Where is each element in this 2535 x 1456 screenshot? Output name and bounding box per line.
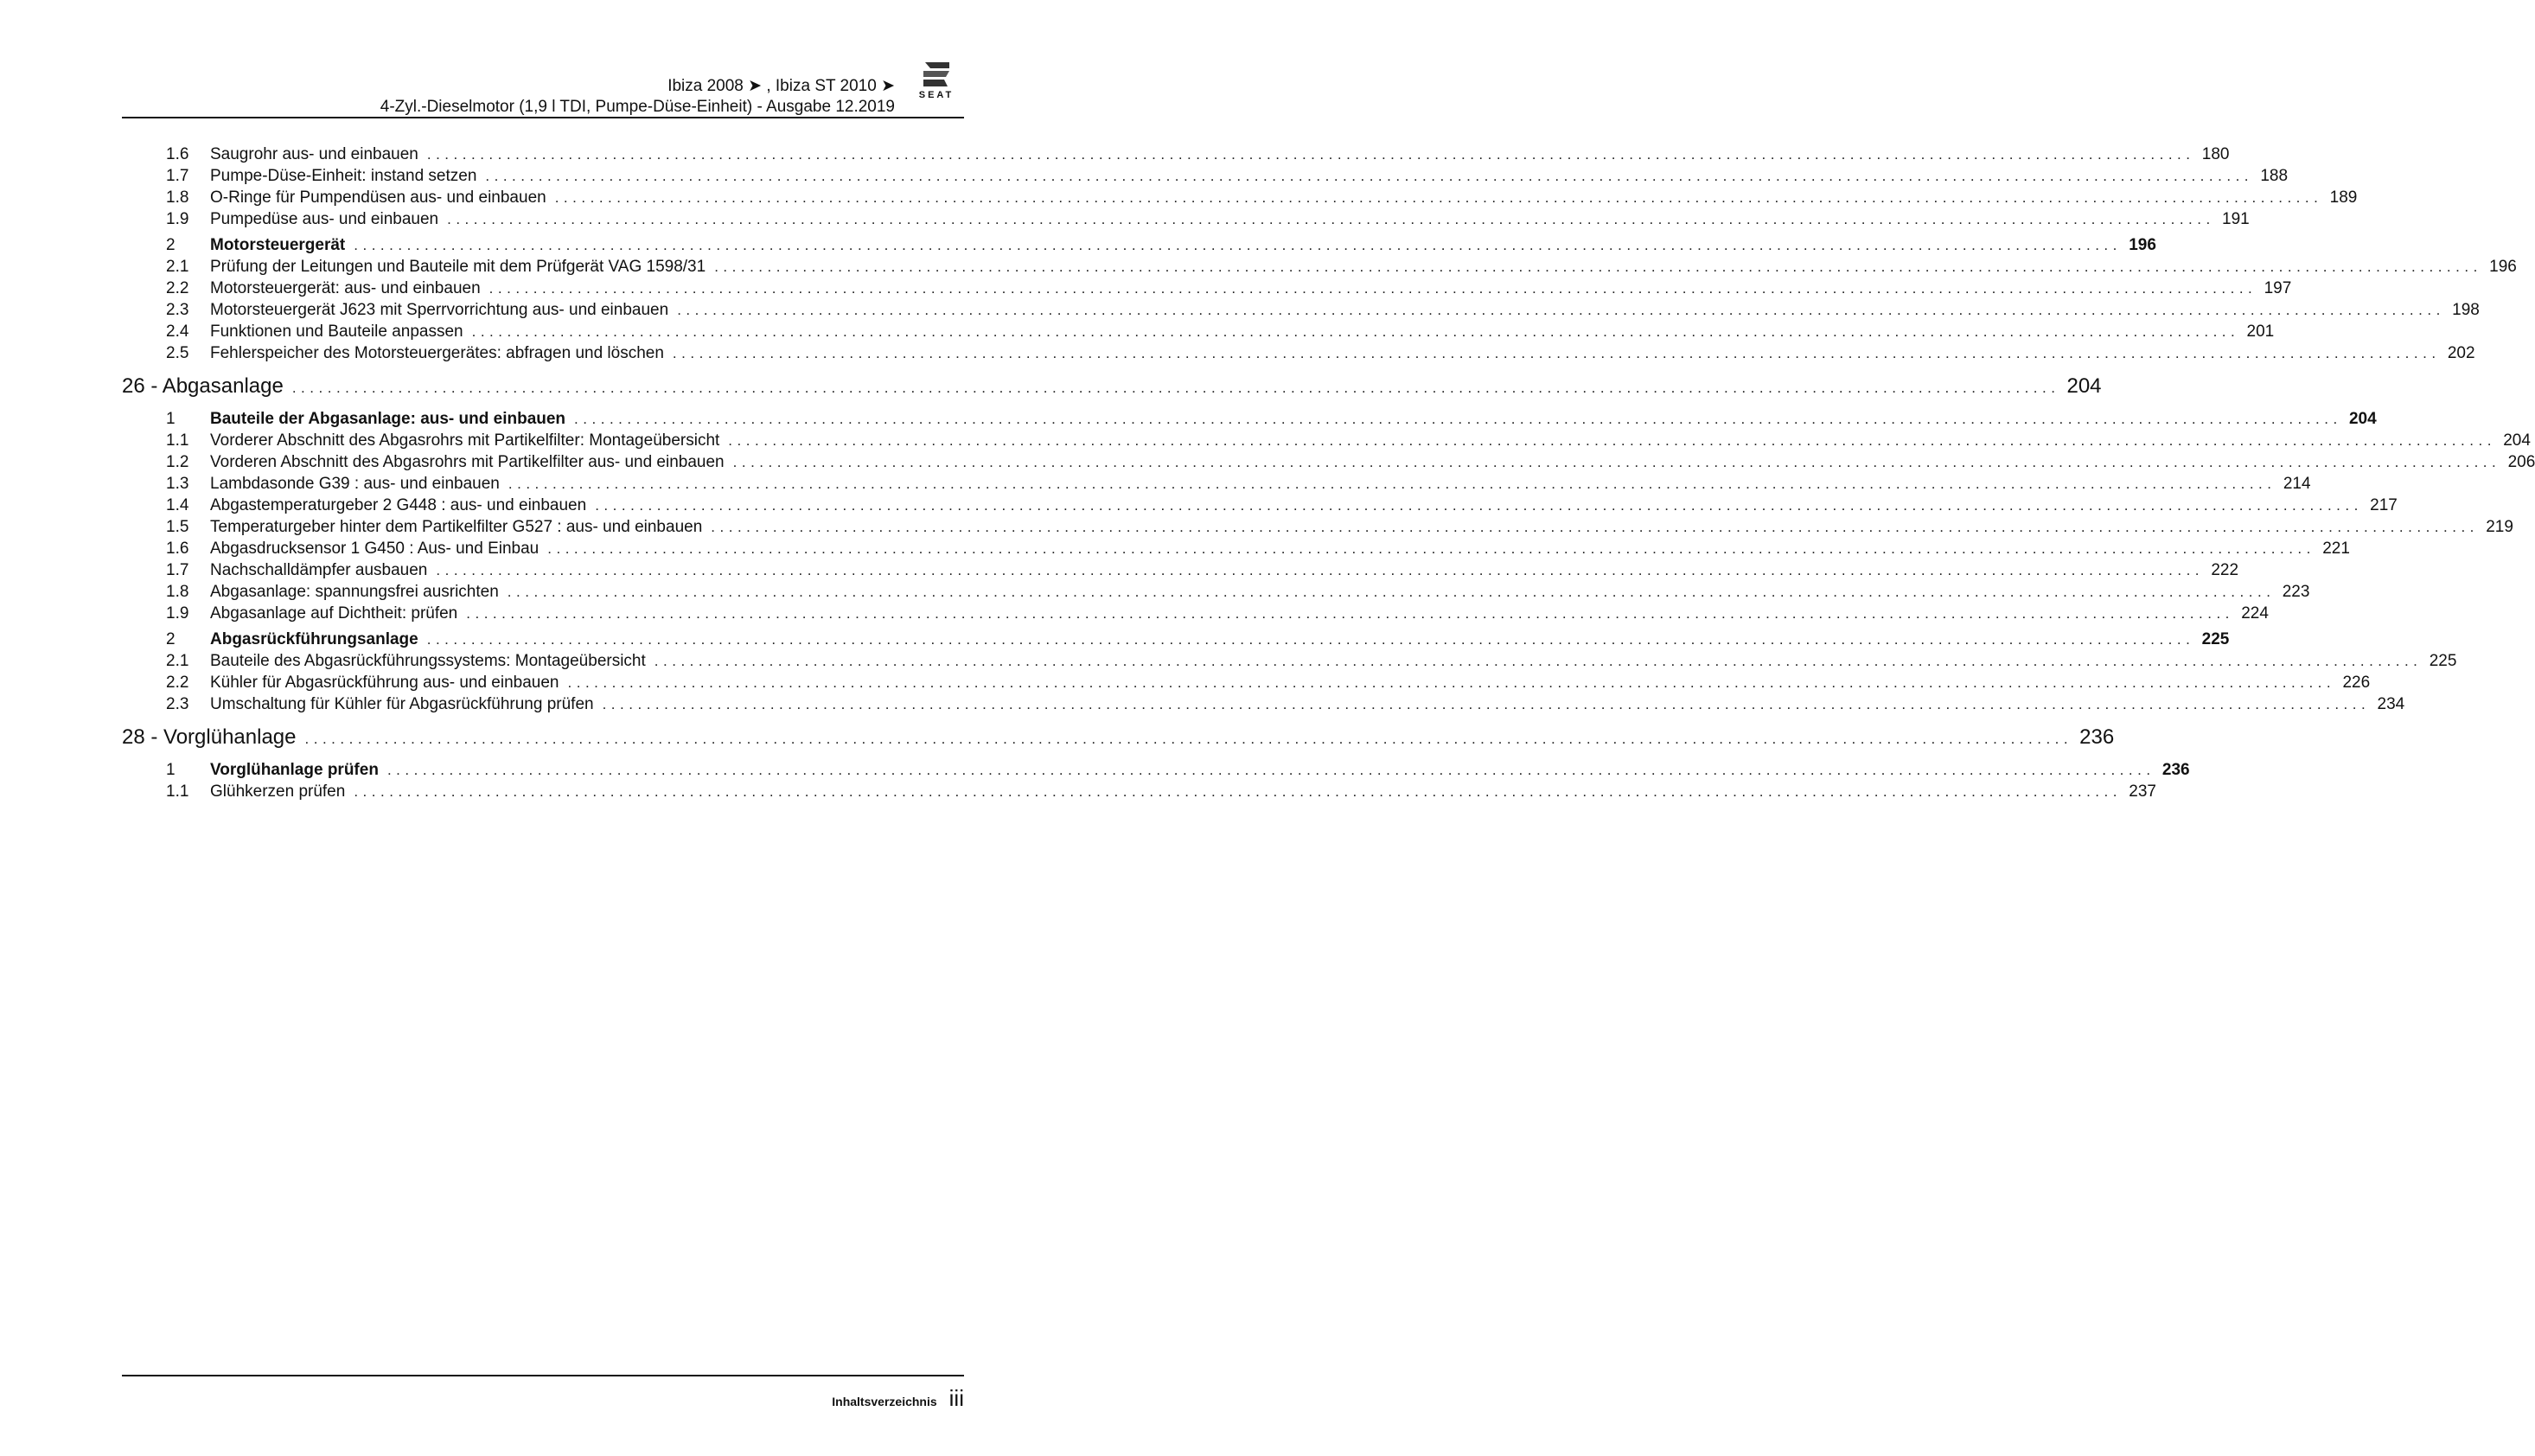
toc-page-number: 189 bbox=[2329, 188, 2358, 207]
toc-leader-dots: ........................................................................................................................................................................................................ bbox=[485, 168, 2254, 184]
seat-logo-icon bbox=[920, 61, 953, 88]
toc-page-number: 201 bbox=[2246, 322, 2275, 341]
toc-entry[interactable] bbox=[122, 518, 2513, 540]
toc-page-number: 206 bbox=[2507, 453, 2535, 471]
header-model-line: Ibiza 2008 ➤ , Ibiza ST 2010 ➤ bbox=[667, 77, 895, 95]
toc-page-number: 222 bbox=[2211, 561, 2239, 579]
toc-entry[interactable] bbox=[122, 188, 2358, 210]
toc-page-number: 226 bbox=[2342, 674, 2371, 692]
toc-entry-title: Motorsteuergerät bbox=[210, 236, 346, 254]
page-footer bbox=[832, 1385, 964, 1412]
toc-entry-number: 1.9 bbox=[166, 604, 189, 623]
toc-leader-dots: ........................................................................................................................................................................................................ bbox=[291, 380, 2060, 396]
seat-logo bbox=[908, 61, 965, 104]
toc-entry-number: 2 bbox=[166, 236, 176, 254]
toc-entry[interactable] bbox=[122, 431, 2531, 453]
toc-entry-number: 2 bbox=[166, 630, 176, 648]
toc-entry-title: Fehlerspeicher des Motorsteuergerätes: abfragen und löschen bbox=[210, 344, 664, 362]
logo-text: SEAT bbox=[918, 90, 955, 100]
footer-label: Inhaltsverzeichnis bbox=[832, 1395, 937, 1408]
toc-page-number: 196 bbox=[2489, 258, 2517, 276]
toc-entry[interactable] bbox=[122, 301, 2480, 322]
toc-entry[interactable] bbox=[122, 761, 2190, 782]
toc-entry[interactable] bbox=[122, 674, 2371, 695]
toc-entry[interactable] bbox=[122, 258, 2517, 279]
toc-entry-number: 1.6 bbox=[166, 145, 189, 163]
header-rule bbox=[122, 117, 964, 118]
toc-leader-dots: ........................................................................................................................................................................................................ bbox=[711, 519, 2479, 535]
toc-entry-title: Abgastemperaturgeber 2 G448 : aus- und einbauen bbox=[210, 496, 587, 514]
header-engine-line: 4-Zyl.-Dieselmotor (1,9 l TDI, Pumpe-Düse-Einheit) - Ausgabe 12.2019 bbox=[380, 98, 895, 116]
toc-entry[interactable] bbox=[122, 475, 2311, 496]
toc-chapter-title: 28 - Vorglühanlage bbox=[122, 725, 297, 749]
toc-entry-title: Bauteile der Abgasanlage: aus- und einbauen bbox=[210, 410, 566, 428]
toc-leader-dots: ........................................................................................................................................................................................................ bbox=[386, 762, 2155, 778]
toc-entry-number: 1.4 bbox=[166, 496, 189, 514]
toc-entry-title: Motorsteuergerät J623 mit Sperrvorrichtung aus- und einbauen bbox=[210, 301, 669, 319]
toc-leader-dots: ........................................................................................................................................................................................................ bbox=[466, 605, 2234, 622]
toc-page-number: 197 bbox=[2264, 279, 2292, 297]
toc-leader-dots: ........................................................................................................................................................................................................ bbox=[567, 674, 2336, 691]
header-text bbox=[380, 76, 895, 118]
toc-entry-title: Kühler für Abgasrückführung aus- und einbauen bbox=[210, 674, 559, 692]
toc-entry-number: 2.3 bbox=[166, 301, 189, 319]
toc-leader-dots: ........................................................................................................................................................................................................ bbox=[436, 562, 2205, 578]
toc-entry-number: 2.5 bbox=[166, 344, 189, 362]
toc-entry-number: 1.2 bbox=[166, 453, 189, 471]
toc-entry[interactable] bbox=[122, 652, 2457, 674]
toc-entry-title: Bauteile des Abgasrückführungssystems: Montageübersicht bbox=[210, 652, 646, 670]
toc-entry[interactable] bbox=[122, 604, 2269, 626]
footer-page-number: iii bbox=[948, 1385, 964, 1411]
toc-entry-title: Pumpe-Düse-Einheit: instand setzen bbox=[210, 167, 477, 185]
toc-entry-number: 2.1 bbox=[166, 258, 189, 276]
page-header bbox=[0, 0, 1030, 121]
toc-leader-dots: ........................................................................................................................................................................................................ bbox=[354, 783, 2122, 800]
toc-entry-title: Abgasdrucksensor 1 G450 : Aus- und Einbau bbox=[210, 540, 540, 558]
toc-page-number: 188 bbox=[2260, 167, 2289, 185]
toc-chapter-title: 26 - Abgasanlage bbox=[122, 374, 284, 398]
toc-entry[interactable] bbox=[122, 145, 2230, 167]
toc-entry[interactable] bbox=[122, 540, 2350, 561]
toc-entry-number: 1.1 bbox=[166, 782, 189, 801]
toc-leader-dots: ........................................................................................................................................................................................................ bbox=[732, 454, 2501, 470]
toc-entry-title: Vorglühanlage prüfen bbox=[210, 761, 379, 779]
toc-page-number: 219 bbox=[2486, 518, 2513, 536]
toc-entry-title: Saugrohr aus- und einbauen bbox=[210, 145, 418, 163]
toc-leader-dots: ........................................................................................................................................................................................................ bbox=[677, 302, 2445, 318]
toc-entry-number: 1 bbox=[166, 410, 176, 428]
toc-entry-number: 1 bbox=[166, 761, 176, 779]
toc-leader-dots: ........................................................................................................................................................................................................ bbox=[426, 631, 2195, 648]
toc-entry-title: Umschaltung für Kühler für Abgasrückführung prüfen bbox=[210, 695, 594, 713]
toc-entry-title: Abgasanlage: spannungsfrei ausrichten bbox=[210, 583, 499, 601]
toc-entry-number: 1.9 bbox=[166, 210, 189, 228]
toc-entry[interactable] bbox=[122, 583, 2310, 604]
toc-entry-number: 2.2 bbox=[166, 279, 189, 297]
toc-page-number: 236 bbox=[2161, 761, 2190, 779]
toc-leader-dots: ........................................................................................................................................................................................................ bbox=[547, 540, 2315, 557]
toc-entry-number: 2.1 bbox=[166, 652, 189, 670]
toc-entry[interactable] bbox=[122, 630, 2230, 652]
toc-page-number: 214 bbox=[2283, 475, 2311, 493]
toc-leader-dots: ........................................................................................................................................................................................................ bbox=[554, 189, 2323, 206]
toc-page-number: 224 bbox=[2241, 604, 2269, 623]
toc-entry-title: Nachschalldämpfer ausbauen bbox=[210, 561, 428, 579]
footer-rule bbox=[122, 1375, 964, 1376]
toc-page-number: 204 bbox=[2503, 431, 2531, 450]
toc-leader-dots: ........................................................................................................................................................................................................ bbox=[728, 432, 2496, 449]
toc-leader-dots: ........................................................................................................................................................................................................ bbox=[595, 497, 2363, 514]
toc-entry-number: 1.1 bbox=[166, 431, 189, 450]
toc-leader-dots: ........................................................................................................................................................................................................ bbox=[672, 345, 2441, 361]
table-of-contents bbox=[122, 145, 2535, 804]
toc-entry-number: 1.5 bbox=[166, 518, 189, 536]
toc-entry[interactable] bbox=[122, 236, 2156, 258]
toc-entry-title: Vorderen Abschnitt des Abgasrohrs mit Partikelfilter aus- und einbauen bbox=[210, 453, 725, 471]
toc-entry-number: 2.2 bbox=[166, 674, 189, 692]
toc-leader-dots: ........................................................................................................................................................................................................ bbox=[471, 323, 2240, 340]
toc-leader-dots: ........................................................................................................................................................................................................ bbox=[654, 653, 2423, 669]
toc-entry[interactable] bbox=[122, 453, 2535, 475]
toc-entry-title: Prüfung der Leitungen und Bauteile mit dem Prüfgerät VAG 1598/31 bbox=[210, 258, 706, 276]
toc-entry-title: Abgasanlage auf Dichtheit: prüfen bbox=[210, 604, 458, 623]
toc-leader-dots: ........................................................................................................................................................................................................ bbox=[714, 259, 2482, 275]
toc-page-number: 236 bbox=[2079, 725, 2115, 749]
toc-entry-title: Vorderer Abschnitt des Abgasrohrs mit Partikelfilter: Montageübersicht bbox=[210, 431, 720, 450]
toc-leader-dots: ........................................................................................................................................................................................................ bbox=[447, 211, 2215, 227]
toc-entry[interactable] bbox=[122, 279, 2292, 301]
toc-page-number: 223 bbox=[2282, 583, 2310, 601]
toc-page-number: 204 bbox=[2348, 410, 2377, 428]
toc-leader-dots: ........................................................................................................................................................................................................ bbox=[488, 280, 2257, 297]
toc-chapter[interactable] bbox=[122, 725, 2115, 757]
toc-page-number: 225 bbox=[2429, 652, 2457, 670]
toc-entry-title: O-Ringe für Pumpendüsen aus- und einbauen bbox=[210, 188, 546, 207]
toc-entry-title: Glühkerzen prüfen bbox=[210, 782, 346, 801]
toc-entry-title: Pumpedüse aus- und einbauen bbox=[210, 210, 439, 228]
toc-entry[interactable] bbox=[122, 561, 2239, 583]
toc-entry[interactable] bbox=[122, 496, 2398, 518]
toc-leader-dots: ........................................................................................................................................................................................................ bbox=[304, 731, 2073, 747]
toc-leader-dots: ........................................................................................................................................................................................................ bbox=[602, 696, 2371, 712]
toc-entry-title: Temperaturgeber hinter dem Partikelfilter G527 : aus- und einbauen bbox=[210, 518, 703, 536]
toc-page-number: 204 bbox=[2066, 374, 2102, 398]
toc-entry[interactable] bbox=[122, 167, 2289, 188]
toc-entry[interactable] bbox=[122, 410, 2377, 431]
toc-entry-title: Abgasrückführungsanlage bbox=[210, 630, 418, 648]
toc-entry-number: 1.3 bbox=[166, 475, 189, 493]
toc-leader-dots: ........................................................................................................................................................................................................ bbox=[507, 584, 2276, 600]
toc-page-number: 198 bbox=[2452, 301, 2480, 319]
toc-leader-dots: ........................................................................................................................................................................................................ bbox=[354, 237, 2122, 253]
toc-page-number: 202 bbox=[2447, 344, 2475, 362]
toc-page-number: 191 bbox=[2222, 210, 2250, 228]
toc-page-number: 237 bbox=[2129, 782, 2156, 801]
toc-entry-title: Motorsteuergerät: aus- und einbauen bbox=[210, 279, 481, 297]
toc-entry-number: 1.6 bbox=[166, 540, 189, 558]
toc-page-number: 234 bbox=[2377, 695, 2405, 713]
toc-leader-dots: ........................................................................................................................................................................................................ bbox=[426, 146, 2195, 163]
toc-page-number: 225 bbox=[2201, 630, 2230, 648]
toc-page-number: 196 bbox=[2129, 236, 2156, 254]
toc-entry-number: 2.4 bbox=[166, 322, 189, 341]
toc-entry-number: 2.3 bbox=[166, 695, 189, 713]
toc-entry-number: 1.7 bbox=[166, 561, 189, 579]
toc-entry-number: 1.8 bbox=[166, 583, 189, 601]
toc-chapter[interactable] bbox=[122, 374, 2102, 406]
toc-entry-title: Funktionen und Bauteile anpassen bbox=[210, 322, 463, 341]
toc-entry-number: 1.7 bbox=[166, 167, 189, 185]
toc-page-number: 180 bbox=[2201, 145, 2230, 163]
toc-entry-number: 1.8 bbox=[166, 188, 189, 207]
toc-entry[interactable] bbox=[122, 210, 2250, 232]
toc-leader-dots: ........................................................................................................................................................................................................ bbox=[574, 411, 2342, 427]
toc-entry[interactable] bbox=[122, 344, 2475, 366]
toc-entry[interactable] bbox=[122, 695, 2405, 717]
toc-entry[interactable] bbox=[122, 322, 2275, 344]
toc-page-number: 221 bbox=[2322, 540, 2350, 558]
toc-entry[interactable] bbox=[122, 782, 2156, 804]
toc-entry-title: Lambdasonde G39 : aus- und einbauen bbox=[210, 475, 500, 493]
toc-page-number: 217 bbox=[2370, 496, 2398, 514]
toc-leader-dots: ........................................................................................................................................................................................................ bbox=[508, 476, 2276, 492]
